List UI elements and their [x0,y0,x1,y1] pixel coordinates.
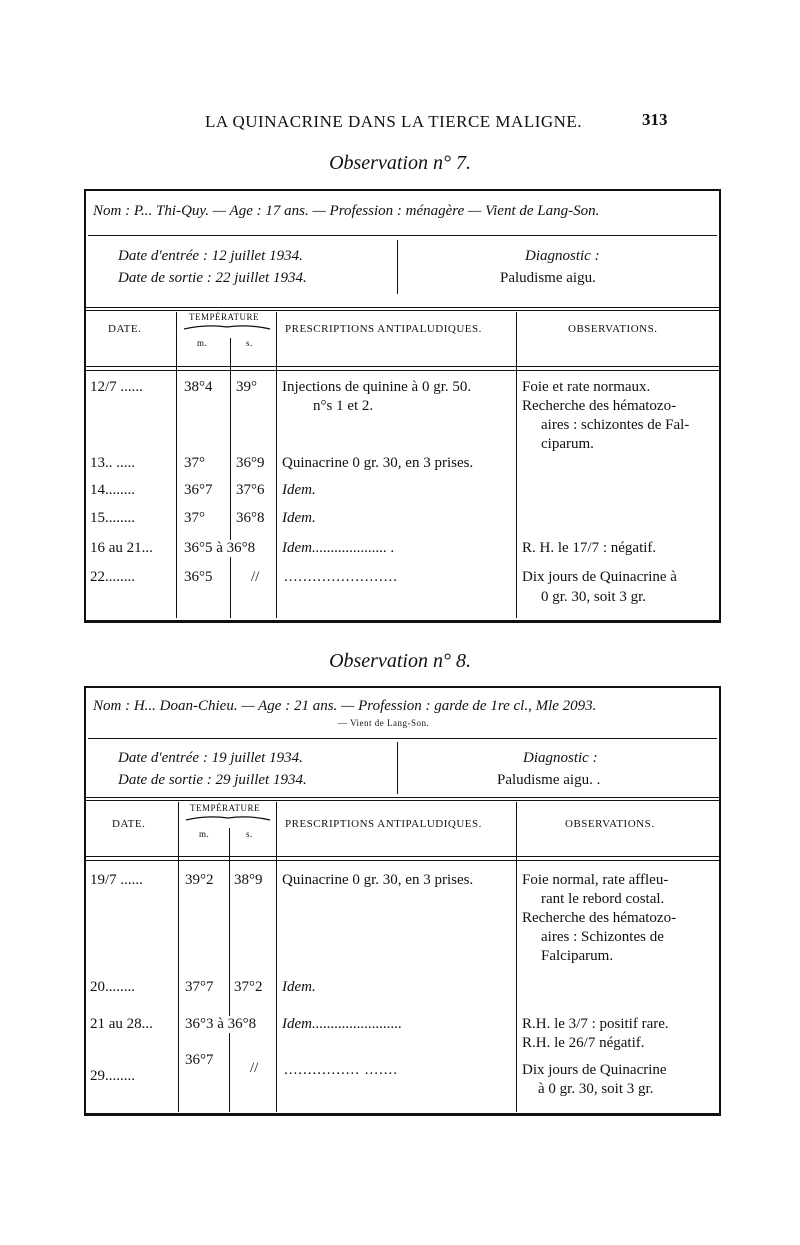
page-number: 313 [642,110,668,129]
table-row-prescription: Idem. [282,979,316,995]
col-observations: OBSERVATIONS. [565,818,655,830]
table-row-observation: à 0 gr. 30, soit 3 gr. [538,1081,654,1097]
running-header: LA QUINACRINE DANS LA TIERCE MALIGNE. [205,112,583,131]
obs7-diagnostic-label: Diagnostic : [525,248,600,264]
table-row-temp-s: 36°8 [236,510,265,526]
obs7-identity: Nom : P... Thi-Quy. — Age : 17 ans. — Profession : ménagère — Vient de Lang-Son. [93,203,600,219]
col-s: s. [246,338,253,348]
table-row-temp-m: 38°4 [184,379,213,395]
table-row-observation: aires : Schizontes de [541,929,664,945]
table-row-observation: Recherche des hématozo- [522,398,677,414]
table-row-prescription: Idem........................ [282,1016,402,1032]
table-row-temp-range: 36°5 à 36°8 [184,540,256,556]
table-row-temp-s: // [251,569,260,585]
obs8-exit-date: Date de sortie : 29 juillet 1934. [118,772,307,788]
table-row-observation: ciparum. [541,436,594,452]
table-row-temp-range: 36°3 à 36°8 [185,1016,257,1032]
table-row-observation: R.H. le 3/7 : positif rare. [522,1016,669,1032]
table-row-temp-s: 39° [236,379,257,395]
obs8-diagnostic: Paludisme aigu. . [497,772,601,788]
col-temperature: TEMPÉRATURE [189,312,260,322]
obs8-identity: Nom : H... Doan-Chieu. — Age : 21 ans. — Profession : garde de 1re cl., Mle 2093. [93,698,597,714]
col-m: m. [197,338,208,348]
table-row-prescription: ........................ [284,569,398,585]
obs7-entry-date: Date d'entrée : 12 juillet 1934. [118,248,303,264]
table-row-prescription: Quinacrine 0 gr. 30, en 3 prises. [282,872,474,888]
table-row-temp-s: 37°6 [236,482,265,498]
obs7-title: Observation n° 7. [329,152,471,174]
table-row-date: 16 au 21... [90,540,153,556]
table-row-temp-m: 37° [184,510,205,526]
table-row-date: 13.. ..... [90,455,135,471]
brace-icon [182,322,272,332]
table-row-prescription: Quinacrine 0 gr. 30, en 3 prises. [282,455,474,471]
table-row-observation: aires : schizontes de Fal- [541,417,690,433]
table-row-temp-s: // [250,1060,259,1076]
obs8-title: Observation n° 8. [329,650,471,672]
col-prescriptions: PRESCRIPTIONS ANTIPALUDIQUES. [285,323,482,335]
table-row-observation: Dix jours de Quinacrine à [522,569,677,585]
table-row-temp-m: 39°2 [185,872,214,888]
table-row-temp-m: 36°5 [184,569,213,585]
table-row-prescription: ................ ....... [284,1062,398,1078]
table-row-temp-m: 37°7 [185,979,214,995]
col-observations: OBSERVATIONS. [568,323,658,335]
table-row-observation: Foie et rate normaux. [522,379,651,395]
table-row-prescription: Injections de quinine à 0 gr. 50. [282,379,472,395]
table-row-prescription: n°s 1 et 2. [313,398,374,414]
table-row-temp-m: 36°7 [184,482,213,498]
brace-icon [184,813,272,823]
table-row-temp-m: 36°7 [185,1052,214,1068]
col-s: s. [246,829,253,839]
table-row-date: 12/7 ...... [90,379,143,395]
table-row-date: 29........ [90,1068,135,1084]
table-row-prescription: Idem.................... . [282,540,395,556]
table-row-date: 19/7 ...... [90,872,143,888]
table-row-observation: Dix jours de Quinacrine [522,1062,667,1078]
obs7-diagnostic: Paludisme aigu. [500,270,596,286]
obs8-identity-origin: — Vient de Lang-Son. [338,718,430,728]
table-row-observation: R.H. le 26/7 négatif. [522,1035,645,1051]
table-row-observation: Falciparum. [541,948,614,964]
table-row-observation: 0 gr. 30, soit 3 gr. [541,589,647,605]
obs8-entry-date: Date d'entrée : 19 juillet 1934. [118,750,303,766]
table-row-temp-s: 37°2 [234,979,263,995]
obs8-diagnostic-label: Diagnostic : [523,750,598,766]
col-m: m. [199,829,210,839]
col-prescriptions: PRESCRIPTIONS ANTIPALUDIQUES. [285,818,482,830]
table-row-date: 14........ [90,482,135,498]
table-row-observation: Recherche des hématozo- [522,910,677,926]
table-row-temp-m: 37° [184,455,205,471]
table-row-prescription: Idem. [282,482,316,498]
obs7-exit-date: Date de sortie : 22 juillet 1934. [118,270,307,286]
col-temperature: TEMPÉRATURE [190,803,261,813]
table-row-prescription: Idem. [282,510,316,526]
col-date: DATE. [112,818,146,830]
table-row-observation: R. H. le 17/7 : négatif. [522,540,657,556]
table-row-temp-s: 38°9 [234,872,263,888]
table-row-date: 20........ [90,979,135,995]
table-row-date: 21 au 28... [90,1016,153,1032]
table-row-observation: Foie normal, rate affleu- [522,872,669,888]
table-row-temp-s: 36°9 [236,455,265,471]
table-row-date: 22........ [90,569,135,585]
table-row-date: 15........ [90,510,135,526]
table-row-observation: rant le rebord costal. [541,891,665,907]
col-date: DATE. [108,323,142,335]
